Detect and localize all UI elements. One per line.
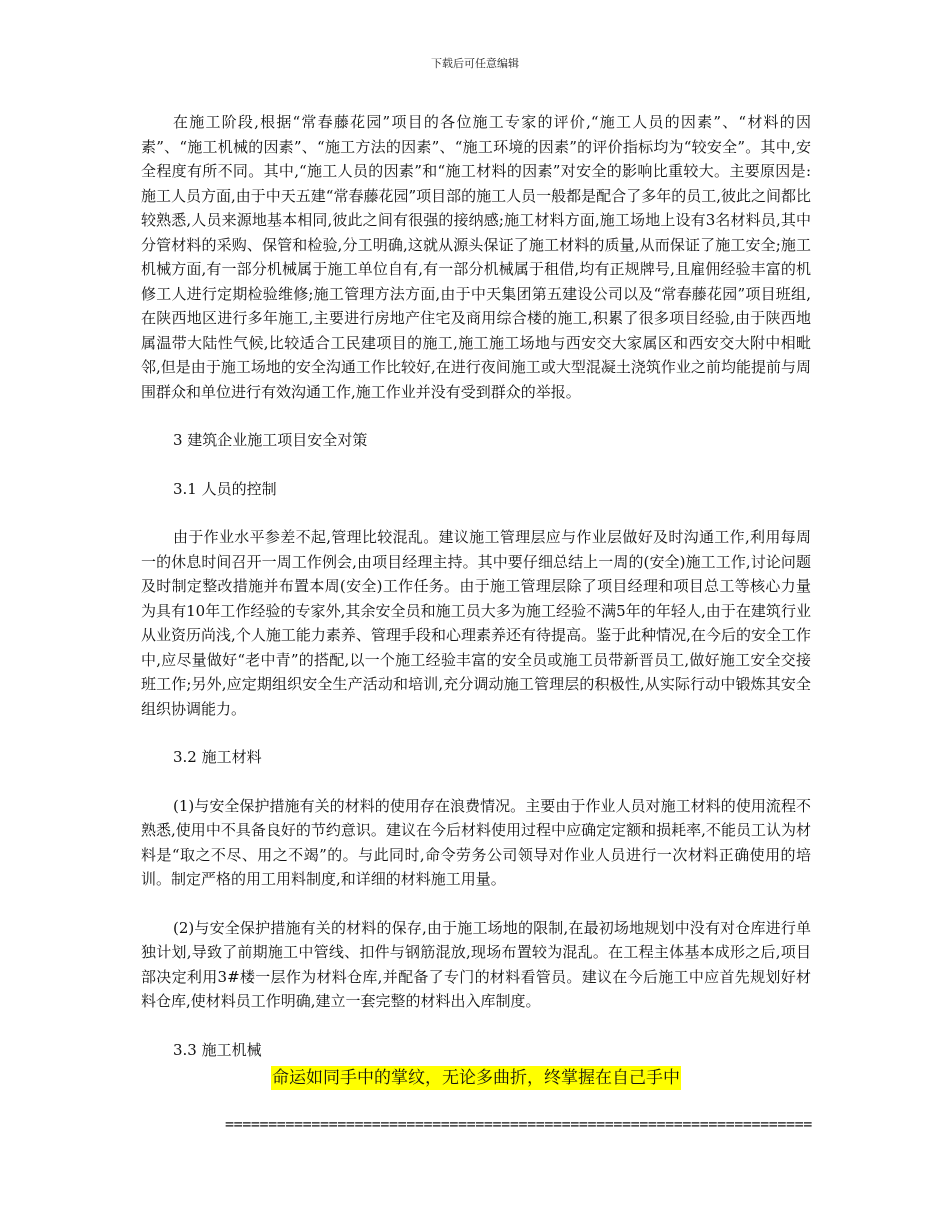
divider-line: ==================================================================== bbox=[225, 1115, 812, 1133]
paragraph-personnel-control: 由于作业水平参差不起,管理比较混乱。建议施工管理层应与作业层做好及时沟通工作,利用每周一的休息时间召开一周工作例会,由项目经理主持。其中要仔细总结上一周的(安全)施工工作,讨论问题及时制定整改措施并布置本周(安全)工作任务。由于施工管理层除了项目经理和项目总工等核心力量为具有10年工作经验的专家外,其余安全员和施工员大多为施工经验不满5年的年轻人,由于在建筑行业从业资历尚浅,个人施工能力素养、管理手段和心理素养还有待提高。鉴于此种情况,在今后的安全工作中,应尽量做好“老中青”的搭配,以一个施工经验丰富的安全员或施工员带新晋员工,做好施工安全交接班工作;另外,应定期组织安全生产活动和培训,充分调动施工管理层的积极性,从实际行动中锻炼其安全组织协调能力。 bbox=[141, 528, 811, 718]
paragraph-materials-usage: (1)与安全保护措施有关的材料的使用存在浪费情况。主要由于作业人员对施工材料的使用流程不熟悉,使用中不具备良好的节约意识。建议在今后材料使用过程中应确定定额和损耗率,不能员工认为材料是“取之不尽、用之不竭”的。与此同时,命令劳务公司领导对作业人员进行一次材料正确使用的培训。制定严格的用工用料制度,和详细的材料施工用量。 bbox=[141, 796, 811, 888]
section-heading-3-1: 3.1 人员的控制 bbox=[173, 479, 277, 498]
document-body bbox=[141, 110, 811, 1136]
page-header: 下载后可任意编辑 bbox=[431, 57, 519, 70]
paragraph-construction-phase: 在施工阶段,根据“常春藤花园”项目的各位施工专家的评价,“施工人员的因素”、“材料的因素”、“施工机械的因素”、“施工方法的因素”、“施工环境的因素”的评价指标均为“较安全”。其中,安全程度有所不同。其中,“施工人员的因素”和“施工材料的因素”对安全的影响比重较大。主要原因是:施工人员方面,由于中天五建“常春藤花园”项目部的施工人员一般都是配合了多年的员工,彼此之间都比较熟悉,人员来源地基本相同,彼此之间有很强的接纳感;施工材料方面,施工场地上设有3名材料员,其中分管材料的采购、保管和检验,分工明确,这就从源头保证了施工材料的质量,从而保证了施工安全;施工机械方面,有一部分机械属于施工单位自有,有一部分机械属于租借,均有正规牌号,且雇佣经验丰富的机修工人进行定期检验维修;施工管理方法方面,由于中天集团第五建设公司以及“常春藤花园”项目班组,在陕西地区进行多年施工,主要进行房地产住宅及商用综合楼的施工,积累了很多项目经验,由于陕西地属温带大陆性气候,比较适合工民建项目的施工,施工施工场地与西安交大家属区和西安交大附中相毗邻,但是由于施工场地的安全沟通工作比较好,在进行夜间施工或大型混凝土浇筑作业之前均能提前与周围群众和单位进行有效沟通工作,施工作业并没有受到群众的举报。 bbox=[141, 113, 811, 401]
highlighted-motto: 命运如同手中的掌纹，无论多曲折，终掌握在自己手中 bbox=[272, 1068, 680, 1088]
section-heading-3-2: 3.2 施工材料 bbox=[173, 748, 262, 766]
section-heading-3-3: 3.3 施工机械 bbox=[173, 1040, 262, 1059]
section-heading-3: 3 建筑企业施工项目安全对策 bbox=[173, 431, 368, 449]
paragraph-materials-storage: (2)与安全保护措施有关的材料的保存,由于施工场地的限制,在最初场地规划中没有对仓库进行单独计划,导致了前期施工中管线、扣件与钢筋混放,现场布置较为混乱。在工程主体基本成形之后,项目部决定利用3#楼一层作为材料仓库,并配备了专门的材料看管员。建议在今后施工中应首先规划好材料仓库,使材料员工作明确,建立一套完整的材料出入库制度。 bbox=[141, 918, 811, 1010]
motto-container bbox=[141, 1066, 811, 1090]
